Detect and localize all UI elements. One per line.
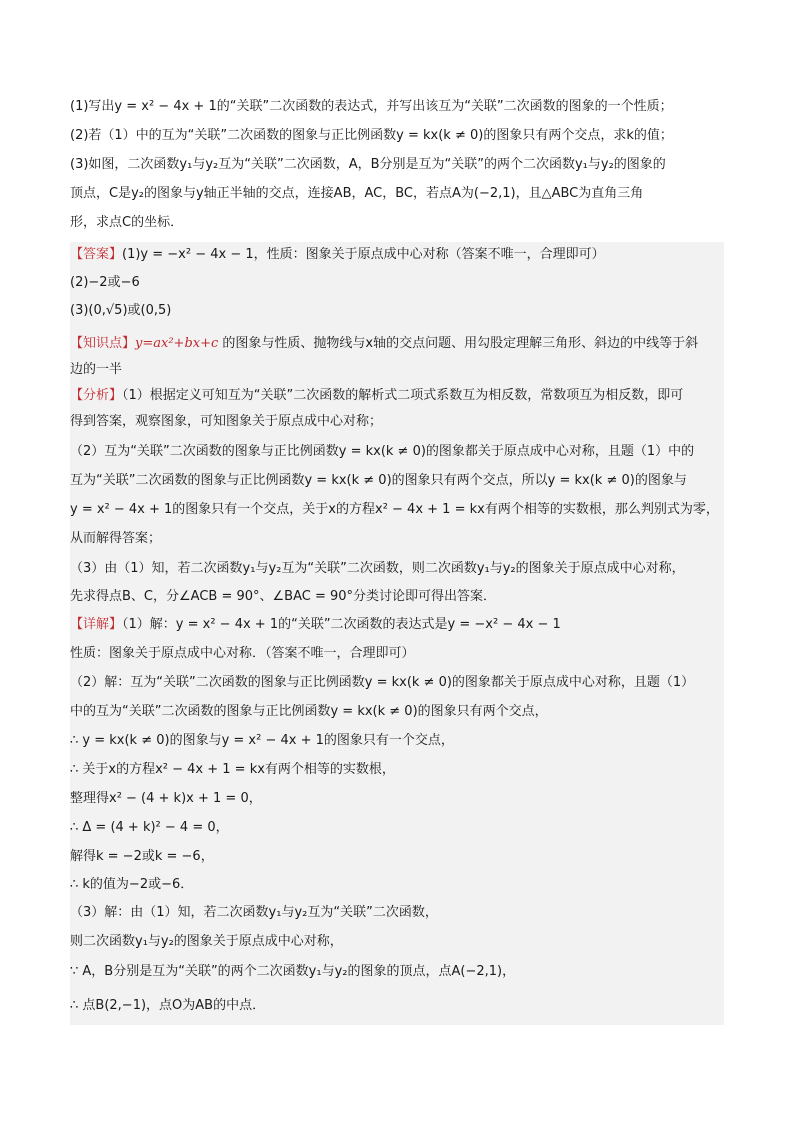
- knowledge-text-1: 的图象与性质、抛物线与x轴的交点问题、用勾股定理解三角形、斜边的中线等于斜: [218, 336, 699, 351]
- detail-line-1: [70, 615, 561, 635]
- detail-line-4: 中的互为“关联”二次函数的图象与正比例函数y = kx(k ≠ 0)的图象只有两个交点，: [70, 704, 548, 719]
- analysis-label: 【分析】: [70, 388, 123, 403]
- question-line-1: (1)写出y = x² − 4x + 1的“关联”二次函数的表达式，并写出该互为“关联”二次函数的图象的一个性质；: [70, 99, 673, 114]
- question-line-3: (3)如图，二次函数y₁与y₂互为“关联”二次函数，A，B分别是互为“关联”的两个二次函数y₁与y₂的图象的: [70, 157, 666, 172]
- analysis-line-4: 互为“关联”二次函数的图象与正比例函数y = kx(k ≠ 0)的图象只有两个交点，所以y = kx(k ≠ 0)的图象与: [70, 473, 687, 488]
- detail-line-2: 性质：图象关于原点成中心对称．（答案不唯一，合理即可）: [70, 646, 415, 661]
- detail-label: 【详解】: [70, 617, 123, 632]
- analysis-line-2: 得到答案，观察图象，可知图象关于原点成中心对称；: [70, 414, 383, 429]
- question-line-4: 顶点，C是y₂的图象与y轴正半轴的交点，连接AB，AC，BC，若点A为(−2,1)，且△ABC为直角三角: [70, 186, 644, 201]
- analysis-line-7: （3）由（1）知，若二次函数y₁与y₂互为“关联”二次函数，则二次函数y₁与y₂的图象关于原点成中心对称，: [70, 561, 685, 576]
- detail-line-6: ∴ 关于x的方程x² − 4x + 1 = kx有两个相等的实数根，: [70, 762, 395, 777]
- detail-line-7: 整理得x² − (4 + k)x + 1 = 0，: [70, 791, 262, 806]
- detail-line-12: 则二次函数y₁与y₂的图象关于原点成中心对称，: [70, 934, 343, 949]
- knowledge-formula: y=ax²+bx+c: [135, 336, 219, 351]
- detail-line-10: ∴ k的值为−2或−6．: [70, 877, 194, 892]
- detail-line-11: （3）解：由（1）知，若二次函数y₁与y₂互为“关联”二次函数，: [70, 905, 438, 920]
- analysis-line-5: y = x² − 4x + 1的图象只有一个交点，关于x的方程x² − 4x + 1 = kx有两个相等的实数根，那么判别式为零，: [70, 502, 719, 517]
- detail-line-8: ∴ Δ = (4 + k)² − 4 = 0，: [70, 820, 229, 835]
- detail-line-14: ∴ 点B(2,−1)，点O为AB的中点．: [70, 998, 266, 1013]
- knowledge-line-2: 边的一半: [70, 362, 123, 377]
- analysis-line-6: 从而解得答案；: [70, 531, 162, 546]
- answer-label: 【答案】: [70, 247, 123, 262]
- question-line-5: 形，求点C的坐标．: [70, 215, 184, 230]
- detail-line-3: （2）解：互为“关联”二次函数的图象与正比例函数y = kx(k ≠ 0)的图象都关于原点成中心对称，且题（1）: [70, 675, 695, 690]
- detail-line-13: ∵ A，B分别是互为“关联”的两个二次函数y₁与y₂的图象的顶点，点A(−2,1)，: [70, 964, 516, 979]
- analysis-line-1: [70, 386, 683, 406]
- analysis-line-3: （2）互为“关联”二次函数的图象与正比例函数y = kx(k ≠ 0)的图象都关于原点成中心对称，且题（1）中的: [70, 444, 695, 459]
- question-line-2: (2)若（1）中的互为“关联”二次函数的图象与正比例函数y = kx(k ≠ 0)的图象只有两个交点，求k的值；: [70, 128, 673, 143]
- detail-text-1: （1）解：y = x² − 4x + 1的“关联”二次函数的表达式是y = −x² − 4x − 1: [122, 617, 561, 632]
- analysis-text-1: （1）根据定义可知互为“关联”二次函数的解析式二项式系数互为相反数，常数项互为相反数，即可: [122, 388, 684, 403]
- knowledge-label: 【知识点】: [70, 336, 136, 351]
- answer-line-3: (3)(0,√5)或(0,5): [70, 303, 172, 318]
- answer-line-2: (2)−2或−6: [70, 275, 140, 290]
- answer-line-1: [70, 245, 605, 265]
- detail-line-9: 解得k = −2或k = −6，: [70, 849, 214, 864]
- detail-line-5: ∴ y = kx(k ≠ 0)的图象与y = x² − 4x + 1的图象只有一个交点，: [70, 733, 454, 748]
- answer-part-1: (1)y = −x² − 4x − 1，性质：图象关于原点成中心对称（答案不唯一，合理即可）: [122, 247, 605, 262]
- knowledge-line-1: [70, 334, 698, 354]
- analysis-line-8: 先求得点B、C，分∠ACB = 90°、∠BAC = 90°分类讨论即可得出答案．: [70, 589, 497, 604]
